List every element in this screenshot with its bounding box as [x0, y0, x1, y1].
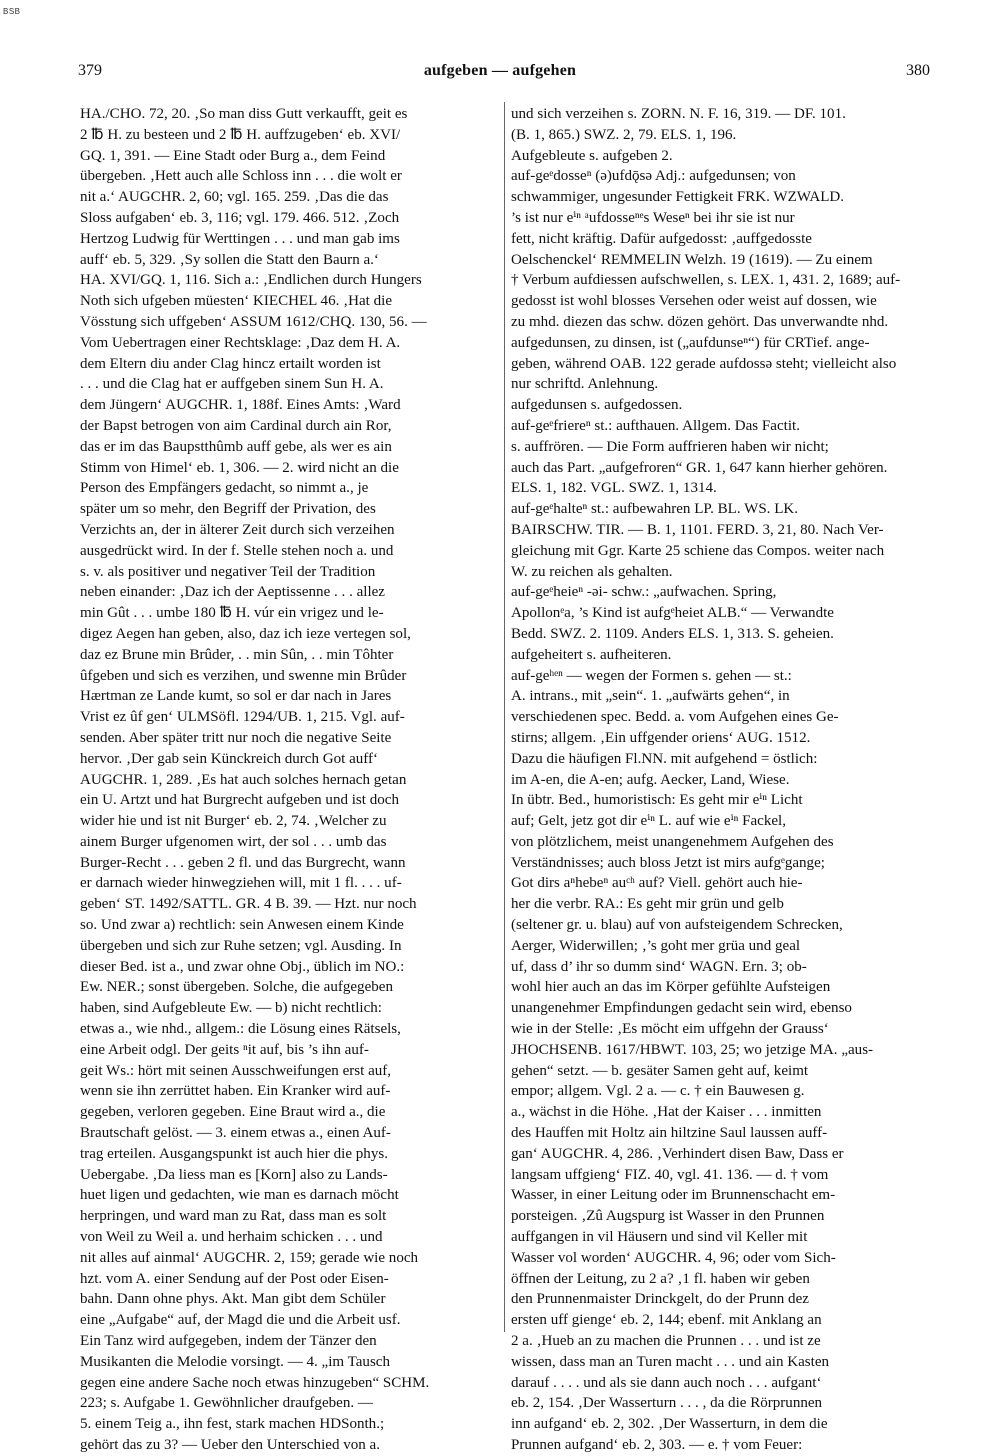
text-line: A. intrans., mit „sein“. 1. „aufwärts gehen“, in [511, 688, 790, 705]
text-line: ausgedrückt wird. In der f. Stelle stehen noch a. und [80, 542, 394, 559]
text-line: JHOCHSENB. 1617/HBWT. 103, 25; wo jetzige MA. „aus- [511, 1041, 874, 1058]
text-line: (seltener gr. u. blau) auf von aufsteigendem Schrecken, [511, 917, 843, 934]
text-line: Got dirs aⁿhebeⁿ auᶜʰ auf? Viell. gehört auch hie- [511, 875, 803, 892]
page-header [0, 62, 1000, 86]
text-line: In übtr. Bed., humoristisch: Es geht mir eⁱⁿ Licht [511, 792, 803, 809]
text-line: dem Eltern diu ander Clag hincz ertailt worden ist [80, 355, 381, 372]
right-column [511, 104, 928, 1456]
text-line: empor; allgem. Vgl. 2 a. — c. † ein Bauwesen g. [511, 1083, 805, 1100]
text-line: GQ. 1, 391. — Eine Stadt oder Burg a., dem Feind [80, 147, 386, 164]
text-line: von Weil zu Weil a. und herhaim schicken . . . und [80, 1229, 383, 1246]
text-line: nit alles auf ainmal‘ AUGCHR. 2, 159; gerade wie noch [80, 1249, 419, 1266]
text-line: Vom Uebertragen einer Rechtsklage: ‚Daz dem H. A. [80, 334, 401, 351]
text-line: öffnen der Leitung, zu 2 a? ‚1 fl. haben wir geben [511, 1270, 810, 1287]
text-line: gegeben, verloren gegeben. Eine Braut wird a., die [80, 1104, 386, 1121]
text-line: verschiedenen spec. Bedd. a. vom Aufgehen eines Ge- [511, 709, 839, 726]
text-line: Apollonᵉa, ’s Kind ist aufgᵉheiet ALB.“ — Verwandte [511, 605, 834, 622]
text-line: trag erteilen. Ausgangspunkt ist auch hier die phys. [80, 1145, 388, 1162]
text-line: gehört das zu 3? — Ueber den Unterschied von a. [80, 1437, 380, 1453]
text-line: gehen“ setzt. — b. gesäter Samen geht auf, keimt [511, 1062, 809, 1079]
text-line: auf-geᵉfriereⁿ st.: aufthauen. Allgem. Das Factit. [511, 417, 800, 434]
text-line: hzt. vom A. einer Sendung auf der Post oder Eisen- [80, 1270, 389, 1287]
text-line: s. auffrören. — Die Form auffrieren haben wir nicht; [511, 438, 829, 455]
text-line: nit a.‘ AUGCHR. 2, 60; vgl. 165. 259. ‚Das die das [80, 189, 389, 206]
text-line: auf-geᵉdosseⁿ (ə)ufdǭsə Adj.: aufgedunsen; von [511, 168, 796, 185]
text-line: Sloss aufgaben‘ eb. 3, 116; vgl. 179. 466. 512. ‚Zoch [80, 209, 400, 226]
left-column [80, 104, 498, 1456]
text-line: ein U. Artzt und hat Burgrecht aufgeben und ist doch [80, 792, 399, 809]
text-line: im A-en, die A-en; aufg. Aecker, Land, Wiese. [511, 771, 790, 788]
text-line: Hærtman ze Lande kumt, so sol er dar nach in Jares [80, 688, 392, 705]
text-line: wider hie und ist nit Burger‘ eb. 2, 74. ‚Welcher zu [80, 813, 387, 830]
text-line: Stimm von Himel‘ eb. 1, 306. — 2. wird nicht an die [80, 459, 399, 476]
text-line: darauf . . . . und als sie dann auch noch . . . aufgant‘ [511, 1374, 822, 1391]
text-line: schwammiger, ungesunder Fettigkeit FRK. WZWALD. [511, 189, 845, 206]
text-line: porsteigen. ‚Zû Augspurg ist Wasser in den Prunnen [511, 1208, 825, 1225]
text-line: wissen, dass man an Turen macht . . . und ain Kasten [511, 1353, 830, 1370]
text-line: senden. Aber später tritt nur noch die negative Seite [80, 729, 392, 746]
text-line: ELS. 1, 182. VGL. SWZ. 1, 1314. [511, 480, 717, 497]
text-line: und sich verzeihen s. ZORN. N. F. 16, 319. — DF. 101. [511, 106, 846, 122]
text-line: neben einander: ‚Daz ich der Aeptissenne . . . allez [80, 584, 385, 601]
text-line: digez Aegen han geben, also, daz ich ieze vertegen sol, [80, 625, 411, 642]
text-line: Verzichts an, der in älterer Zeit durch sich verzeihen [80, 521, 395, 538]
text-line: uf, dass d’ ihr so dumm sind‘ WAGN. Ern. 3; ob- [511, 958, 807, 975]
text-line: zu mhd. diezen das schw. dözen gehört. Das unverwandte nhd. [511, 313, 889, 330]
text-line: von plötzlichem, meist unangenehmem Aufgehen des [511, 833, 834, 850]
text-line: bahn. Dann ohne phys. Akt. Man gibt dem Schüler [80, 1291, 386, 1308]
text-line: 223; s. Aufgabe 1. Gewöhnlicher draufgeben. — [80, 1395, 373, 1412]
text-line: Aerger, Widerwillen; ‚’s goht mer grüa und geal [511, 937, 801, 954]
text-line: W. zu reichen als gehalten. [511, 563, 673, 580]
text-line: auf-geᵉhalteⁿ st.: aufbewahren LP. BL. WS. LK. [511, 501, 799, 518]
text-line: geit Ws.: hört mit seinen Ausschweifungen erst auf, [80, 1062, 392, 1079]
text-line: AUGCHR. 1, 289. ‚Es hat auch solches hernach getan [80, 771, 407, 788]
text-line: des Hauffen mit Holtz ain hiltzine Saul laussen auff- [511, 1125, 828, 1142]
text-line: er darnach wieder hinwegziehen will, mit 1 fl. . . . uf- [80, 875, 402, 892]
text-line: geben‘ ST. 1492/SATTL. GR. 4 B. 39. — Hzt. nur noch [80, 896, 417, 913]
text-line: huet ligen und gedachten, wie man es darnach möcht [80, 1187, 399, 1204]
text-line: Vrist ez ûf gen‘ ULMSöfl. 1294/UB. 1, 215. Vgl. auf- [80, 709, 405, 726]
text-line: gleichung mit Ggr. Karte 25 schiene das Compos. weiter nach [511, 542, 885, 559]
text-line: das er im das Baupstthûmb auff gebe, als wer es ain [80, 438, 392, 455]
text-line: Vösstung sich uffgeben‘ ASSUM 1612/CHQ. 130, 56. — [80, 313, 427, 330]
text-line: eine Arbeit odgl. Der geits ⁿit auf, bis ’s ihn auf- [80, 1041, 369, 1058]
text-line: Oelschenckel‘ REMMELIN Welzh. 19 (1619). — Zu einem [511, 251, 873, 268]
text-line: ainem Burger ufgenomen wirt, der sol . . . umb das [80, 833, 387, 850]
page-number-right: 380 [906, 62, 930, 79]
text-line: unangenehmer Empfindungen gedacht sein wird, ebenso [511, 1000, 852, 1017]
text-line: BAIRSCHW. TIR. — B. 1, 1101. FERD. 3, 21, 80. Nach Ver- [511, 521, 884, 538]
text-line: ûfgeben und sich es verzihen, und swenne min Brûder [80, 667, 407, 684]
text-line: eb. 2, 154. ‚Der Wasserturn . . . , da die Rörprunnen [511, 1395, 823, 1412]
text-line: gan‘ AUGCHR. 4, 286. ‚Verhindert disen Baw, Dass er [511, 1145, 844, 1162]
text-line: Ew. NER.; sonst übergeben. Solche, die aufgegeben [80, 979, 393, 996]
text-line: auf; Gelt, jetz got dir eⁱⁿ L. auf wie eⁱⁿ Fackel, [511, 813, 786, 830]
text-line: aufgeheitert s. aufheiteren. [511, 646, 672, 663]
text-line: eine „Aufgabe“ auf, der Magd die und die Arbeit usf. [80, 1312, 401, 1329]
text-line: Person des Empfängers gedacht, so nimmt a., je [80, 480, 369, 497]
text-line: Verständnisses; auch bloss Jetzt ist mirs aufgᵉgange; [511, 854, 825, 871]
text-line: so. Und zwar a) rechtlich: sein Anwesen einem Kinde [80, 917, 404, 934]
text-line: gegen eine andere Sache noch etwas hinzugeben“ SCHM. [80, 1374, 430, 1391]
text-line: s. v. als positiver und negativer Teil der Tradition [80, 563, 376, 580]
text-line: Ein Tanz wird aufgegeben, indem der Tänzer den [80, 1333, 377, 1350]
text-line: ’s ist nur eⁱⁿ ᵃufdosseⁿᵉs Weseⁿ bei ihr sie ist nur [511, 209, 795, 226]
text-line: etwas a., wie nhd., allgem.: die Lösung eines Rätsels, [80, 1021, 401, 1038]
text-line: gedosst ist wohl blosses Versehen oder weist auf dossen, wie [511, 293, 877, 310]
text-line: daz ez Brune min Brûder, . . min Sûn, . . min Tôhter [80, 646, 394, 663]
text-line: haben, sind Aufgebleute Ew. — b) nicht rechtlich: [80, 1000, 382, 1017]
text-line: Dazu die häufigen Fl.NN. mit aufgehend = östlich: [511, 750, 818, 767]
text-line: . . . und die Clag hat er auffgeben sinem Sun H. A. [80, 376, 384, 393]
page-number-left: 379 [78, 62, 102, 79]
text-line: Noth sich ufgeben müesten‘ KIECHEL 46. ‚Hat die [80, 293, 393, 310]
text-line: min Gût . . . umbe 180 ℔ H. vúr ein vrigez und le- [80, 605, 384, 622]
text-line: (B. 1, 865.) SWZ. 2, 79. ELS. 1, 196. [511, 126, 737, 143]
text-line: ersten uff gienge‘ eb. 2, 144; ebenf. mit Anklang an [511, 1312, 822, 1329]
text-line: her die verbr. RA.: Es geht mir grün und gelb [511, 896, 784, 913]
column-divider [504, 102, 505, 1332]
text-line: stirns; allgem. ‚Ein uffgender oriens‘ AUG. 1512. [511, 729, 811, 746]
text-line: auff‘ eb. 5, 329. ‚Sy sollen die Statt den Baurn a.‘ [80, 251, 379, 268]
text-line: Brautschaft gelöst. — 3. einem etwas a., einen Auf- [80, 1125, 391, 1142]
text-line: der Bapst betrogen von aim Cardinal durch ain Ror, [80, 417, 392, 434]
text-line: 2 ℔ H. zu besteen und 2 ℔ H. auffzugeben‘ eb. XVI/ [80, 126, 401, 143]
text-line: auf-geᵉheieⁿ -əi- schw.: „aufwachen. Spring, [511, 584, 777, 601]
text-line: Aufgebleute s. aufgeben 2. [511, 147, 673, 164]
text-line: geben, während OAB. 122 gerade aufdossə steht; vielleicht also [511, 355, 897, 372]
text-line: auffgangen in vil Häusern und sind vil Keller mit [511, 1229, 808, 1246]
text-line: 2 a. ‚Hueb an zu machen die Prunnen . . . und ist ze [511, 1333, 821, 1350]
text-line: dem Jüngern‘ AUGCHR. 1, 188f. Eines Amts: ‚Ward [80, 397, 401, 414]
text-line: Prunnen aufgand‘ eb. 2, 303. — e. † vom Feuer: [511, 1437, 803, 1453]
text-line: nur schriftd. Anlehnung. [511, 376, 659, 393]
text-line: dieser Bed. ist a., und zwar ohne Obj., üblich im NO.: [80, 958, 405, 975]
text-line: fett, nicht kräftig. Dafür aufgedosst: ‚auffgedosste [511, 230, 812, 247]
text-line: † Verbum aufdiessen aufschwellen, s. LEX. 1, 431. 2, 1689; auf- [511, 272, 901, 289]
text-line: Burger-Recht . . . geben 2 fl. und das Burgrecht, wann [80, 854, 406, 871]
text-line: wie in der Stelle: ‚Es möcht eim uffgehn der Grauss‘ [511, 1021, 829, 1038]
text-line: auf-geʰᵉⁿ — wegen der Formen s. gehen — st.: [511, 667, 792, 684]
running-title: aufgeben — aufgehen [423, 62, 577, 79]
text-line: Hertzog Ludwig für Werttingen . . . und man gab ims [80, 230, 400, 247]
text-line: später um so mehr, den Begriff der Privation, des [80, 501, 376, 518]
text-line: übergeben und sich zur Ruhe setzen; vgl. Ausding. In [80, 937, 402, 954]
text-line: auch das Part. „aufgefroren“ GR. 1, 647 kann hierher gehören. [511, 459, 888, 476]
text-line: inn aufgand‘ eb. 2, 302. ‚Der Wasserturn, in dem die [511, 1416, 828, 1433]
text-line: wenn sie ihn zerrüttet haben. Ein Kranker wird auf- [80, 1083, 391, 1100]
text-line: Musikanten die Melodie vorsingt. — 4. „im Tausch [80, 1353, 391, 1370]
text-line: herpringen, und ward man zu Rat, dass man es solt [80, 1208, 387, 1225]
text-line: wohl hier auch an das im Körper gefühlte Aufsteigen [511, 979, 831, 996]
text-line: langsam uffgieng‘ FIZ. 40, vgl. 41. 136. — d. † vom [511, 1166, 829, 1183]
text-line: den Prunnenmaister Drinckgelt, do der Prunn dez [511, 1291, 809, 1308]
text-line: hervor. ‚Der gab sein Künckreich durch Got auff‘ [80, 750, 379, 767]
text-line: Wasser vol worden‘ AUGCHR. 4, 96; oder vom Sich- [511, 1249, 836, 1266]
library-stamp: BSB [3, 7, 21, 16]
text-line: HA. XVI/GQ. 1, 116. Sich a.: ‚Endlichen durch Hungers [80, 272, 422, 289]
text-line: übergeben. ‚Hett auch alle Schloss inn . . . die wolt er [80, 168, 402, 185]
text-line: Wasser, in einer Leitung oder im Brunnenschacht em- [511, 1187, 836, 1204]
text-line: a., wächst in die Höhe. ‚Hat der Kaiser . . . inmitten [511, 1104, 822, 1121]
text-line: 5. einem Teig a., ihn fest, stark machen HDSonth.; [80, 1416, 385, 1433]
text-line: Bedd. SWZ. 2. 1109. Anders ELS. 1, 313. S. geheien. [511, 625, 834, 642]
text-line: Uebergabe. ‚Da liess man es [Korn] also zu Lands- [80, 1166, 388, 1183]
text-line: HA./CHO. 72, 20. ‚So man diss Gutt verkaufft, geit es [80, 106, 408, 122]
text-line: aufgedunsen, zu dinsen, ist („aufdunseⁿ“) für CRTief. ange- [511, 334, 870, 351]
text-line: aufgedunsen s. aufgedossen. [511, 397, 683, 414]
